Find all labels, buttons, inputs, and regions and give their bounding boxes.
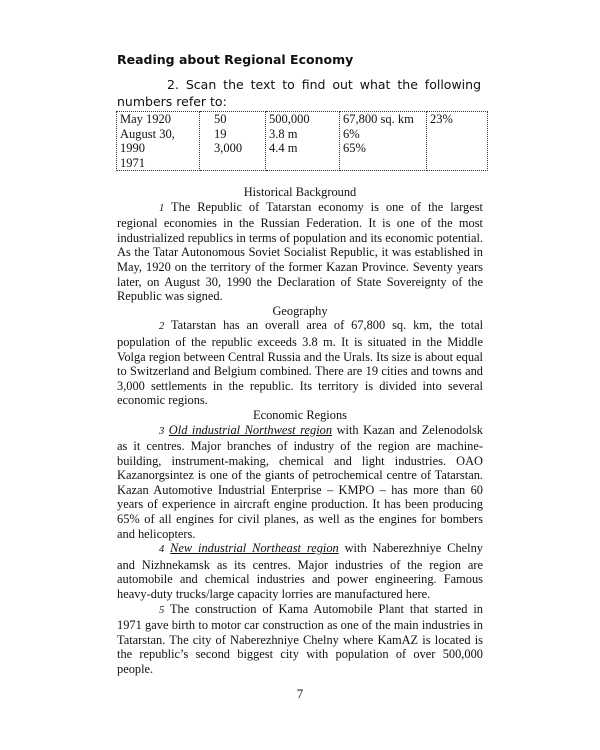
region-name-northeast: New industrial Northeast region <box>170 541 339 556</box>
numbers-column-5 <box>427 112 488 171</box>
table-cell: 67,800 sq. km <box>343 112 414 126</box>
paragraph-number: 5 <box>159 604 165 616</box>
paragraph-number: 3 <box>159 425 165 437</box>
table-cell: 6% <box>343 126 360 141</box>
paragraph-3 <box>117 423 483 542</box>
table-cell: 23% <box>430 112 453 126</box>
paragraph-number: 4 <box>159 544 165 556</box>
paragraph-5 <box>117 602 483 677</box>
page-number: 7 <box>296 686 304 701</box>
paragraph-text: with Naberezhniye Chelny and Nizhnekamsk as its centres. Major industries of the region are automobile and chemical industries and power engineering. Famous heavy-duty trucks/large capacity lorries are manufactured here. <box>117 541 483 602</box>
table-cell: August 30, <box>120 126 175 141</box>
table-cell: 65% <box>343 141 366 155</box>
paragraph-number: 2 <box>159 321 165 333</box>
numbers-column-3 <box>266 112 340 171</box>
task-number: 2. <box>167 77 179 92</box>
section-title-historical-background: Historical Background <box>243 185 357 199</box>
paragraph-text: Tatarstan has an overall area of 67,800 sq. km, the total population of the republic exceeds 3.8 m. It is situated in the Middle Volga region between Central Russia and the Urals. Its size is about equal to Switzerland and Belgium combined. There are 19 cities and towns and 3,000 settlements in the republic. Its territory is divided into several economic regions. <box>117 318 484 408</box>
page-heading: Reading about Regional Economy <box>117 52 354 67</box>
numbers-column-1 <box>117 112 200 171</box>
numbers-table <box>116 111 488 171</box>
table-cell: 3,000 <box>214 141 243 155</box>
task-instruction <box>117 76 481 110</box>
numbers-column-2 <box>200 112 266 171</box>
section-title-economic-regions: Economic Regions <box>253 407 347 422</box>
paragraph-text: with Kazan and Zelenodolsk as it centres. Major branches of industry of the region are machine-building, instrument-making, chemical and light industries. OAO Kazanorgsintez is one of the giants of petrochemical centre of Tatarstan. Kazan Automotive Industrial Enterprise – KMPO – has more than 60 years of experience in aircraft engine production. It has been producing 65% of all engines for civil planes, as well as the engines for bombers and helicopters. <box>117 422 483 541</box>
table-cell: 3.8 m <box>269 126 298 141</box>
paragraph-number: 1 <box>159 202 165 214</box>
task-text: Scan the text to find out what the following numbers refer to: <box>117 77 481 109</box>
table-cell: 19 <box>214 126 227 141</box>
article-body <box>117 185 483 677</box>
paragraph-2 <box>117 318 483 408</box>
region-name-northwest: Old industrial Northwest region <box>168 422 333 437</box>
paragraph-4 <box>117 541 483 601</box>
paragraph-text: The construction of Kama Automobile Plant that started in 1971 gave birth to motor car construction as one of the main industries in Tatarstan. The city of Naberezhniye Chelny where KamAZ is located is the republic’s second biggest city with population of over 500,000 people. <box>117 601 483 676</box>
table-cell: 50 <box>214 112 227 126</box>
table-cell: 500,000 <box>269 112 310 126</box>
numbers-column-4 <box>340 112 427 171</box>
table-cell: 4.4 m <box>269 141 298 155</box>
paragraph-1 <box>117 200 483 304</box>
table-cell: May 1920 <box>120 112 172 126</box>
table-cell: 1971 <box>120 155 145 170</box>
paragraph-text: The Republic of Tatarstan economy is one of the largest regional economies in the Russian Federation. It is one of the most industrialized republics in terms of population and its economic potential. As the Tatar Autonomous Soviet Socialist Republic, it was established in May, 1920 on the territory of the former Kazan Province. Seventy years later, on August 30, 1990 the Declaration of State Sovereignty of the Republic was signed. <box>117 199 484 304</box>
table-cell: 1990 <box>120 141 145 155</box>
section-title-geography: Geography <box>272 303 328 318</box>
